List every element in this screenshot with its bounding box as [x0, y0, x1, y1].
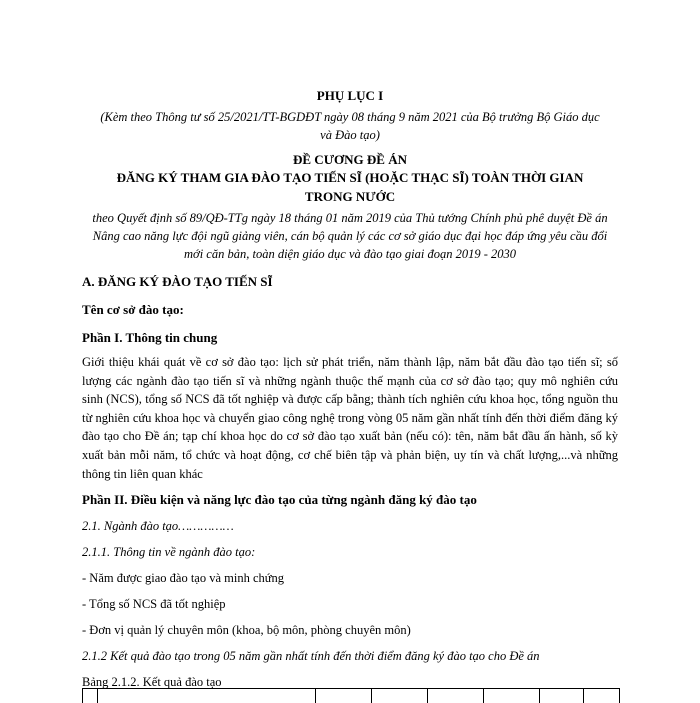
- bullet-year-assigned: - Năm được giao đào tạo và minh chứng: [82, 571, 285, 586]
- table-column-divider: [371, 689, 372, 703]
- outline-title: ĐỀ CƯƠNG ĐỀ ÁN: [293, 152, 407, 167]
- outline-subtitle: ĐĂNG KÝ THAM GIA ĐÀO TẠO TIẾN SĨ (HOẶC THẠC SĨ) TOÀN THỜI GIAN TRONG NƯỚC: [116, 170, 584, 204]
- results-table: [82, 688, 620, 703]
- part1-body: Giới thiệu khái quát về cơ sở đào tạo: lịch sử phát triển, năm thành lập, năm bắt đầu đào tạo tiến sĩ; số lượng các ngành đào tạo tiến sĩ và những ngành thuộc thế mạnh của cơ sở đào tạo; quy mô nghiên cứu sinh (NCS), tổng số NCS đã tốt nghiệp và được cấp bằng; thành tích nghiên cứu khoa học, tổng nguồn thu từ nghiên cứu khoa học và chuyển giao công nghệ trong vòng 05 năm gần nhất tính đến thời điểm đăng ký đào tạo cho Đề án; tạp chí khoa học do cơ sở đào tạo xuất bản (nếu có): tên, năm bắt đầu ấn hành, số kỳ xuất bản mỗi năm, tổ chức và hoạt động, cơ chế biên tập và phản biện, uy tín và chất lượng,...và những thông tin liên quan khác: [82, 355, 618, 481]
- table-column-divider: [483, 689, 484, 703]
- appendix-title: PHỤ LỤC I: [316, 88, 384, 103]
- appendix-note: (Kèm theo Thông tư số 25/2021/TT-BGDĐT ngày 08 tháng 9 năm 2021 của Bộ trưởng Bộ Giáo dục và Đào tạo): [100, 110, 600, 142]
- bullet-managing-unit: - Đơn vị quản lý chuyên môn (khoa, bộ môn, phòng chuyên môn): [82, 623, 411, 638]
- part1-title: Phần I. Thông tin chung: [82, 330, 218, 345]
- table-column-divider: [427, 689, 428, 703]
- document-page: [82, 88, 618, 691]
- decision-text: theo Quyết định số 89/QĐ-TTg ngày 18 tháng 01 năm 2019 của Thủ tướng Chính phủ phê duyệt Đề án Nâng cao năng lực đội ngũ giảng viên, cán bộ quản lý các cơ sở giáo dục đại học đáp ứng yêu cầu đổi mới căn bản, toàn diện giáo dục và đào tạo giai đoạn 2019 - 2030: [92, 211, 608, 261]
- table-caption: Bảng 2.1.2. Kết quả đào tạo: [82, 675, 222, 690]
- institution-label: Tên cơ sở đào tạo:: [82, 302, 184, 317]
- bullet-graduates: - Tổng số NCS đã tốt nghiệp: [82, 597, 226, 612]
- part2-title: Phần II. Điều kiện và năng lực đào tạo của từng ngành đăng ký đào tạo: [82, 492, 477, 508]
- table-column-divider: [97, 689, 98, 703]
- section-2-1: 2.1. Ngành đào tạo……………: [82, 519, 234, 534]
- table-column-divider: [583, 689, 584, 703]
- section-a-heading: A. ĐĂNG KÝ ĐÀO TẠO TIẾN SĨ: [82, 274, 273, 289]
- table-column-divider: [539, 689, 540, 703]
- table-column-divider: [315, 689, 316, 703]
- section-2-1-1: 2.1.1. Thông tin về ngành đào tạo:: [82, 545, 256, 560]
- section-2-1-2: 2.1.2 Kết quả đào tạo trong 05 năm gần nhất tính đến thời điểm đăng ký đào tạo cho Đề án: [82, 649, 540, 664]
